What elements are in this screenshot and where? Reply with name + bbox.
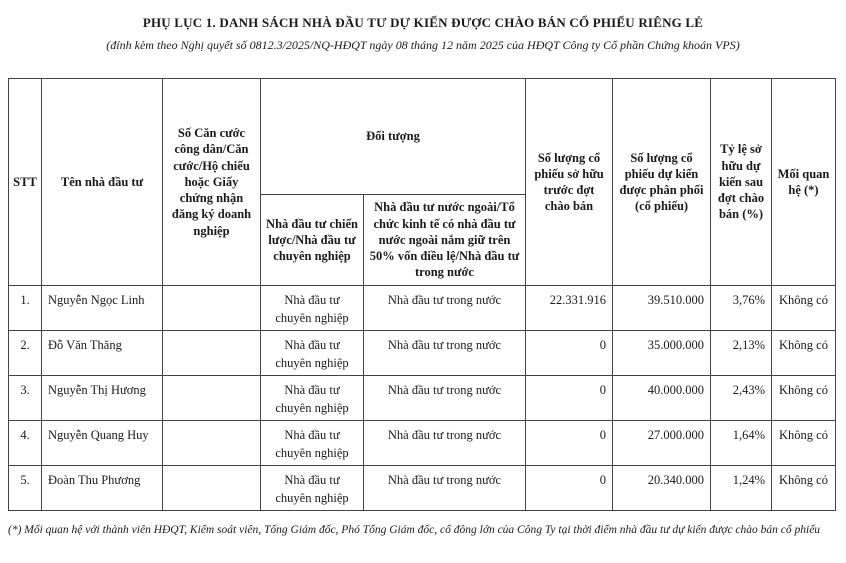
cell-shares-expected: 35.000.000 [613,331,711,376]
cell-ownership-after: 1,24% [711,466,772,511]
cell-shares-expected: 27.000.000 [613,421,711,466]
cell-name: Nguyễn Thị Hương [42,376,163,421]
cell-foreign: Nhà đầu tư trong nước [364,376,526,421]
cell-stt: 1. [9,286,42,331]
table-row [9,421,836,466]
cell-stt: 2. [9,331,42,376]
cell-shares-before: 0 [526,331,613,376]
cell-stt: 3. [9,376,42,421]
document-subtitle: (đính kèm theo Nghị quyết số 0812.3/2025/NQ-HĐQT ngày 08 tháng 12 năm 2025 của HĐQT Công ty Cổ phần Chứng khoán VPS) [106,38,740,52]
cell-stt: 5. [9,466,42,511]
cell-foreign: Nhà đầu tư trong nước [364,421,526,466]
header-id-doc: Số Căn cước công dân/Căn cước/Hộ chiếu hoặc Giấy chứng nhận đăng ký doanh nghiệp [163,79,261,286]
table-row [9,466,836,511]
cell-strategic: Nhà đầu tư chuyên nghiệp [261,421,364,466]
cell-strategic: Nhà đầu tư chuyên nghiệp [261,331,364,376]
cell-id-doc [163,331,261,376]
cell-relation: Không có [772,376,836,421]
cell-foreign: Nhà đầu tư trong nước [364,331,526,376]
header-target-strategic: Nhà đầu tư chiến lược/Nhà đầu tư chuyên nghiệp [261,195,364,286]
cell-shares-expected: 40.000.000 [613,376,711,421]
header-shares-before: Số lượng cổ phiếu sở hữu trước đợt chào bán [526,79,613,286]
cell-name: Đỗ Văn Thăng [42,331,163,376]
cell-ownership-after: 2,43% [711,376,772,421]
cell-relation: Không có [772,286,836,331]
cell-strategic: Nhà đầu tư chuyên nghiệp [261,466,364,511]
investor-table [8,78,836,511]
table-row [9,376,836,421]
cell-ownership-after: 2,13% [711,331,772,376]
footnote: (*) Mối quan hệ với thành viên HĐQT, Kiểm soát viên, Tổng Giám đốc, Phó Tổng Giám đốc, cổ đông lớn của Công Ty tại thời điểm nhà đầu tư dự kiến được chào bán cổ phiếu [8,524,821,536]
header-target: Đối tượng [261,79,526,195]
cell-shares-before: 0 [526,421,613,466]
cell-strategic: Nhà đầu tư chuyên nghiệp [261,376,364,421]
document-title: PHỤ LỤC 1. DANH SÁCH NHÀ ĐẦU TƯ DỰ KIẾN ĐƯỢC CHÀO BÁN CỔ PHIẾU RIÊNG LẺ [142,15,704,30]
cell-shares-expected: 39.510.000 [613,286,711,331]
cell-stt: 4. [9,421,42,466]
cell-name: Đoàn Thu Phương [42,466,163,511]
cell-shares-before: 0 [526,466,613,511]
cell-shares-before: 0 [526,376,613,421]
table-row [9,286,836,331]
cell-shares-before: 22.331.916 [526,286,613,331]
header-target-foreign: Nhà đầu tư nước ngoài/Tổ chức kinh tế có nhà đầu tư nước ngoài nắm giữ trên 50% vốn điều lệ/Nhà đầu tư trong nước [364,195,526,286]
cell-id-doc [163,376,261,421]
cell-id-doc [163,421,261,466]
cell-ownership-after: 3,76% [711,286,772,331]
table-row [9,331,836,376]
seal-stamp [394,539,442,562]
header-stt: STT [9,79,42,286]
header-shares-expected: Số lượng cổ phiếu dự kiến được phân phối (cổ phiếu) [613,79,711,286]
header-relation: Mối quan hệ (*) [772,79,836,286]
header-ownership-after: Tỷ lệ sở hữu dự kiến sau đợt chào bán (%) [711,79,772,286]
cell-ownership-after: 1,64% [711,421,772,466]
cell-id-doc [163,286,261,331]
header-name: Tên nhà đầu tư [42,79,163,286]
cell-foreign: Nhà đầu tư trong nước [364,286,526,331]
cell-name: Nguyễn Quang Huy [42,421,163,466]
cell-name: Nguyễn Ngọc Linh [42,286,163,331]
cell-relation: Không có [772,331,836,376]
cell-foreign: Nhà đầu tư trong nước [364,466,526,511]
cell-relation: Không có [772,421,836,466]
cell-relation: Không có [772,466,836,511]
cell-shares-expected: 20.340.000 [613,466,711,511]
cell-id-doc [163,466,261,511]
cell-strategic: Nhà đầu tư chuyên nghiệp [261,286,364,331]
